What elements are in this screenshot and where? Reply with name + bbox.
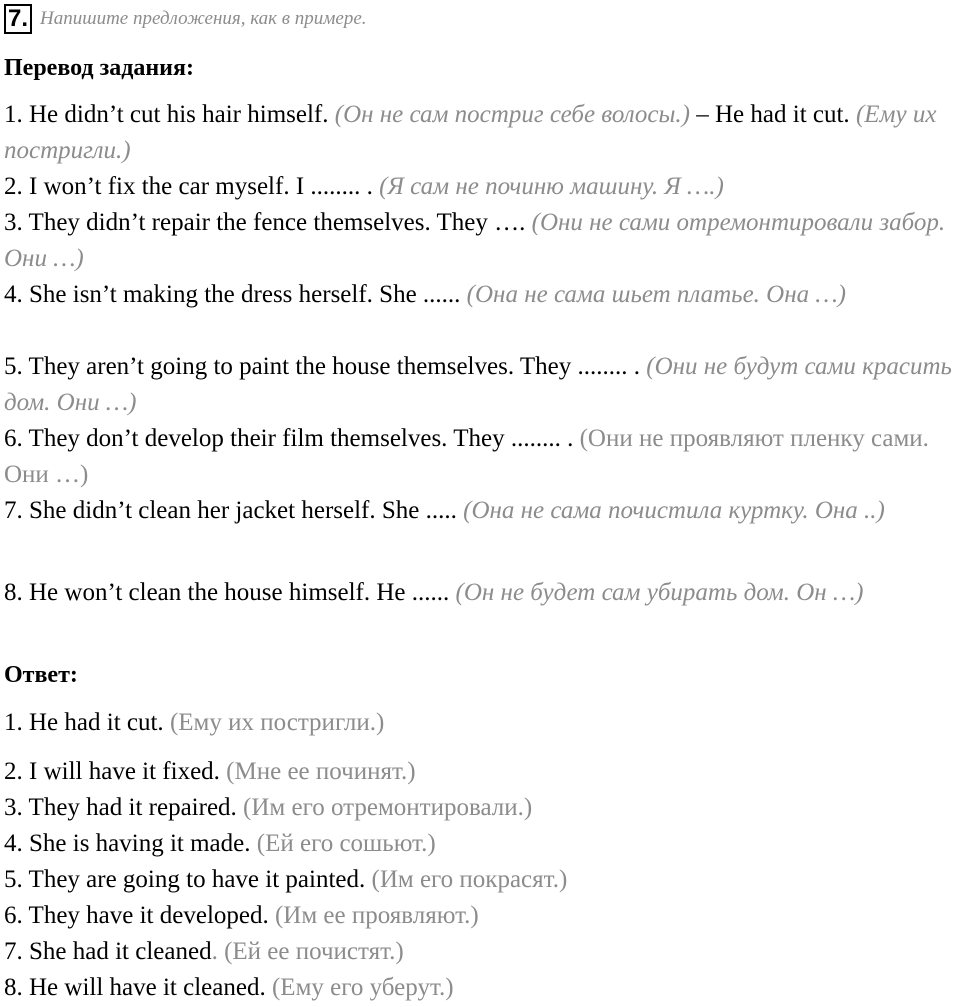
task-item-en: 6. They don’t develop their film themselves. They ........ .: [4, 425, 580, 452]
translation-heading: Перевод задания:: [4, 55, 194, 81]
task-item-en: 2. I won’t fix the car myself. I ........ .: [4, 173, 380, 200]
task-item-ru: (Он не сам постриг себе волосы.): [334, 101, 690, 128]
task-item-en-example: – He had it cut.: [690, 101, 856, 128]
task-item: [4, 97, 956, 169]
answer-en: 8. He will have it cleaned.: [4, 974, 272, 1001]
answer-ru: (Ему его уберут.): [271, 974, 454, 1001]
task-item: [4, 421, 956, 493]
task-item-ru: (Она не сама шьет платье. Она …): [466, 281, 846, 308]
answer-ru: (Им его покрасят.): [371, 866, 568, 893]
task-item-ru: (Они не будут сами красить дом. Они …): [4, 353, 952, 416]
answer-en: 2. I will have it fixed.: [4, 758, 227, 785]
answer-ru: (Им его отремонтировали.): [243, 794, 533, 821]
answer-item: [4, 974, 454, 1002]
answer-en: 5. They are going to have it painted.: [4, 866, 372, 893]
answer-en: 7. She had it cleaned: [4, 938, 212, 965]
answer-ru: (Ей его сошьют.): [256, 830, 436, 857]
task-item: [4, 169, 956, 205]
answer-en: 4. She is having it made.: [4, 830, 257, 857]
answer-ru: (Ему их постригли.): [169, 709, 385, 736]
task-item: [4, 575, 956, 611]
task-item-en: 8. He won’t clean the house himself. He ......: [4, 579, 456, 606]
task-item: [4, 493, 956, 529]
answer-item: [4, 938, 404, 966]
task-item-ru: (Они не проявляют пленку сами. Они …): [4, 425, 929, 488]
task-item-ru: (Она не сама почистила куртку. Она ..): [463, 497, 885, 524]
answer-en: 6. They have it developed.: [4, 902, 275, 929]
task-item-en: 3. They didn’t repair the fence themselves. They ….: [4, 209, 532, 236]
answer-item: [4, 902, 479, 930]
answer-en: 3. They had it repaired.: [4, 794, 244, 821]
answer-item: [4, 866, 567, 894]
answer-en: 1. He had it cut.: [4, 709, 170, 736]
exercise-instruction: Напишите предложения, как в примере.: [40, 8, 367, 29]
answer-ru: (Мне ее починят.): [226, 758, 416, 785]
task-item-en: 1. He didn’t cut his hair himself.: [4, 101, 335, 128]
task-item-en: 5. They aren’t going to paint the house themselves. They ........ .: [4, 353, 647, 380]
task-item: [4, 205, 956, 277]
task-item-ru-example: (Ему их постригли.): [4, 101, 937, 164]
task-item-en: 7. She didn’t clean her jacket herself. She .....: [4, 497, 464, 524]
answer-heading: Ответ:: [4, 662, 78, 688]
task-item: [4, 349, 956, 421]
task-item-ru: (Он не будет сам убирать дом. Он …): [455, 579, 864, 606]
answer-item: [4, 758, 416, 786]
task-item-ru: (Они не сами отремонтировали забор. Они …): [4, 209, 946, 272]
task-item: [4, 277, 956, 313]
answer-ru: . (Ей ее почистят.): [211, 938, 404, 965]
exercise-header: [4, 4, 367, 34]
task-item-en: 4. She isn’t making the dress herself. She ......: [4, 281, 467, 308]
task-item-ru: (Я сам не починю машину. Я ….): [379, 173, 724, 200]
answer-item: [4, 794, 532, 822]
answer-item: [4, 709, 384, 737]
answer-ru: (Им ее проявляют.): [274, 902, 479, 929]
exercise-number: 7.: [4, 4, 32, 34]
answer-item: [4, 830, 436, 858]
